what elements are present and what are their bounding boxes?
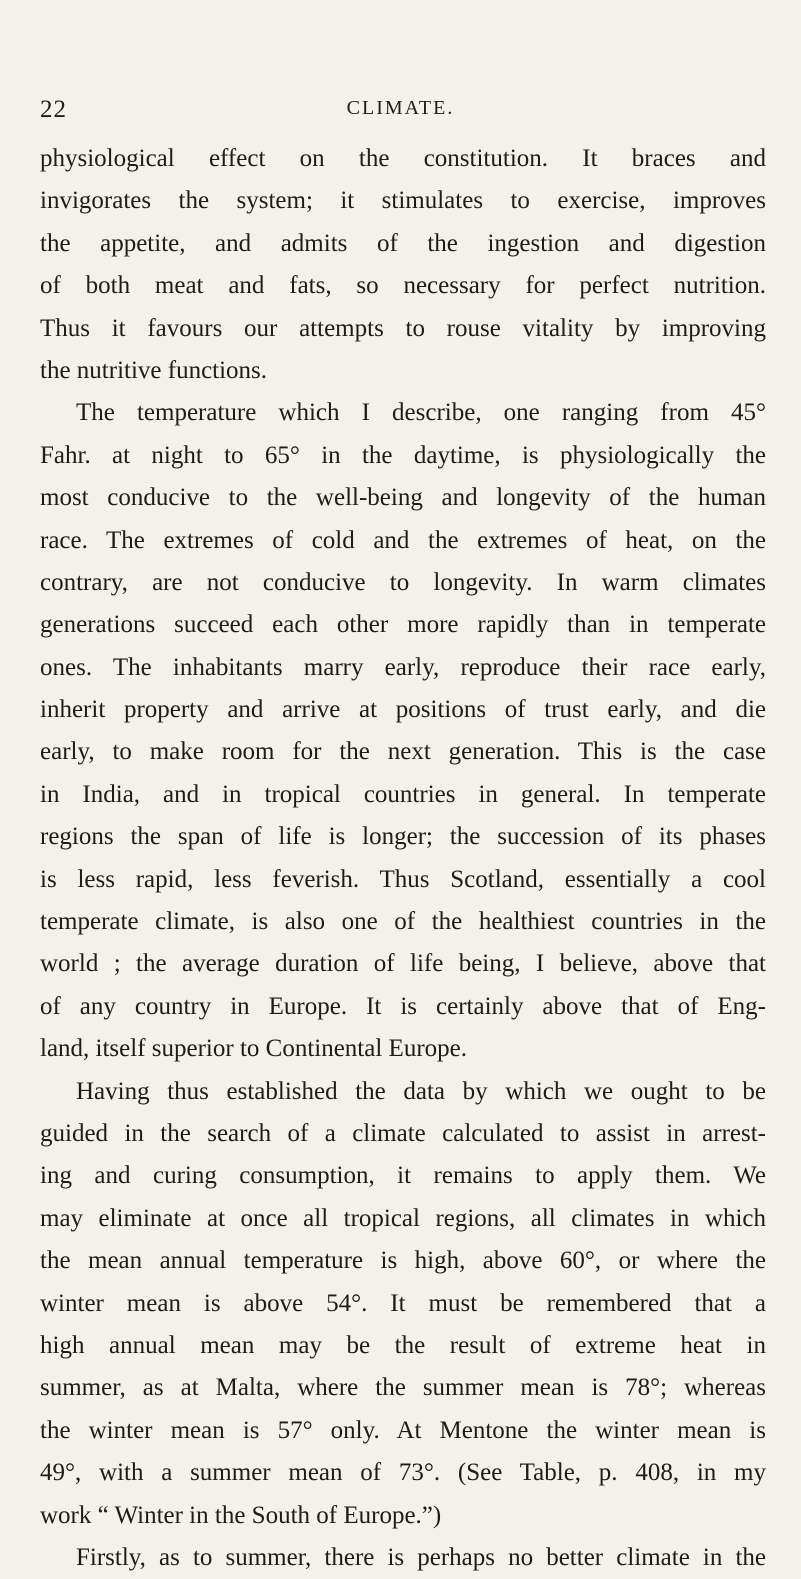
text-line: invigorates the system; it stimulates to exercise, improves [40, 187, 766, 215]
text-line: guided in the search of a climate calculated to assist in arrest- [40, 1119, 766, 1147]
text-line: of any country in Europe. It is certainly above that of Eng- [40, 992, 766, 1020]
running-title: CLIMATE. [346, 97, 455, 119]
text-line: high annual mean may be the result of extreme heat in [40, 1331, 766, 1359]
text-line: regions the span of life is longer; the succession of its phases [40, 823, 766, 851]
running-head [0, 96, 801, 126]
text-line: world ; the average duration of life being, I believe, above that [40, 950, 766, 978]
text-line: temperate climate, is also one of the healthiest countries in the [40, 908, 766, 936]
text-line: may eliminate at once all tropical regions, all climates in which [40, 1204, 766, 1232]
text-line: summer, as at Malta, where the summer mean is 78°; whereas [40, 1374, 766, 1402]
text-line: the appetite, and admits of the ingestion and digestion [40, 229, 766, 257]
text-line: Firstly, as to summer, there is perhaps no better climate in the [76, 1543, 766, 1571]
text-line: physiological effect on the constitution. It braces and [40, 145, 766, 172]
text-line: the mean annual temperature is high, above 60°, or where the [40, 1247, 766, 1275]
body-text [40, 138, 766, 1579]
text-line: contrary, are not conducive to longevity. In warm climates [40, 568, 766, 596]
text-line: ones. The inhabitants marry early, reproduce their race early, [40, 653, 766, 681]
text-line: the nutritive functions. [40, 356, 268, 384]
text-line: race. The extremes of cold and the extremes of heat, on the [40, 526, 766, 554]
text-line: generations succeed each other more rapidly than in temperate [40, 611, 766, 639]
text-line: early, to make room for the next generation. This is the case [40, 738, 766, 766]
text-line: ing and curing consumption, it remains to apply them. We [40, 1162, 766, 1190]
text-line: Fahr. at night to 65° in the daytime, is physiologically the [40, 441, 766, 469]
text-line: is less rapid, less feverish. Thus Scotland, essentially a cool [40, 865, 766, 893]
text-line: of both meat and fats, so necessary for perfect nutrition. [40, 272, 766, 300]
text-line: work “ Winter in the South of Europe.”) [40, 1501, 442, 1529]
text-line: 49°, with a summer mean of 73°. (See Table, p. 408, in my [40, 1459, 766, 1487]
text-line: most conducive to the well-being and longevity of the human [40, 484, 766, 512]
text-line: in India, and in tropical countries in general. In temperate [40, 780, 766, 808]
text-line: Having thus established the data by which we ought to be [76, 1077, 766, 1105]
text-line: inherit property and arrive at positions of trust early, and die [40, 696, 766, 724]
text-line: winter mean is above 54°. It must be remembered that a [40, 1289, 766, 1317]
text-line: the winter mean is 57° only. At Mentone the winter mean is [40, 1416, 766, 1444]
page-number: 22 [40, 96, 67, 123]
text-line: land, itself superior to Continental Europe. [40, 1035, 467, 1063]
text-line: Thus it favours our attempts to rouse vitality by improving [40, 314, 766, 342]
text-line: The temperature which I describe, one ranging from 45° [76, 399, 766, 427]
